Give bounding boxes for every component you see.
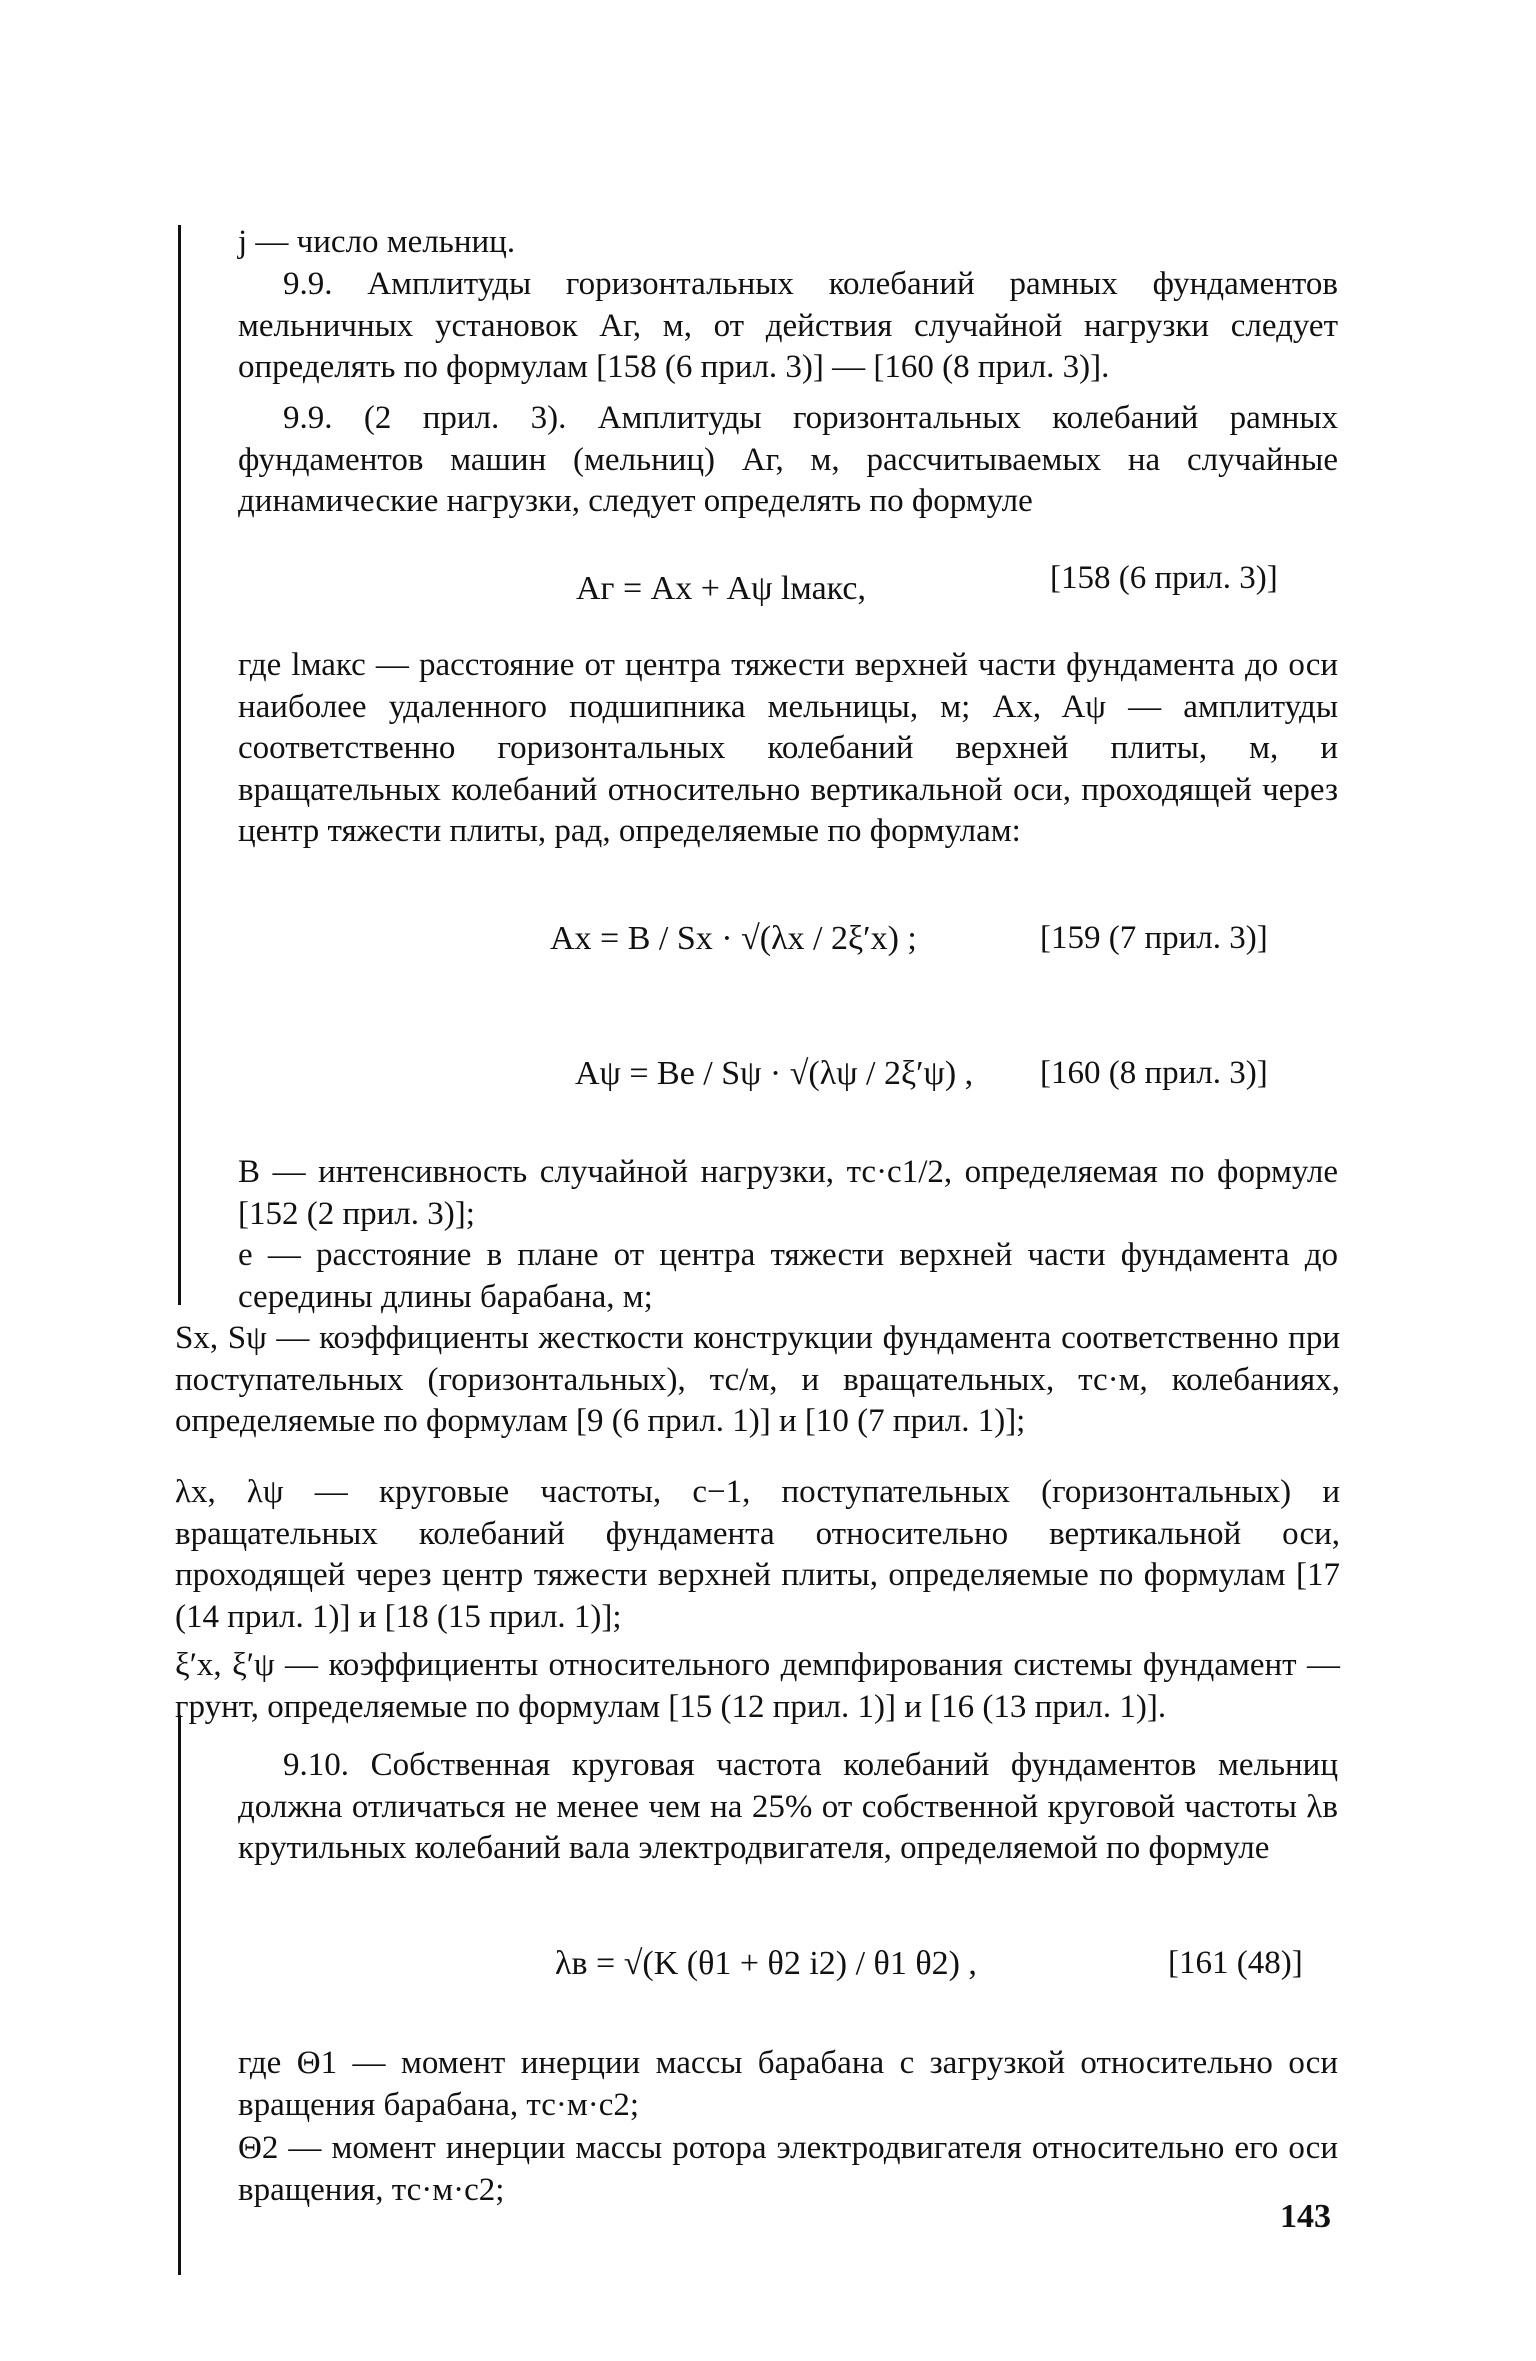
page-number: 143 [1280, 2198, 1331, 2235]
paragraph-circular-frequencies: λx, λψ — круговые частоты, с−1, поступательных (горизонтальных) и вращательных колебаний фундамента относительно вертикальной оси, проходящей через центр тяжести верхней плиты, определяемые по формулам [17 (14 прил. 1)] и [18 (15 прил. 1)]; [175, 1474, 1340, 1635]
paragraph-9-9: 9.9. Амплитуды горизонтальных колебаний рамных фундаментов мельничных установок Aг, м, от действия случайной нагрузки следует определять по формулам [158 (6 прил. 3)] — [160 (8 прил. 3)]. [238, 266, 1338, 385]
paragraph-9-10: 9.10. Собственная круговая частота колебаний фундаментов мельниц должна отличаться не менее чем на 25% от собственной круговой частоты λв крутильных колебаний вала электродвигателя, определяемой по формуле [238, 1747, 1338, 1866]
paragraph-mill-count: j — число мельниц. [238, 224, 516, 260]
paragraph-e-distance: e — расстояние в плане от центра тяжести верхней части фундамента до середины длины барабана, м; [238, 1237, 1338, 1315]
change-bar [178, 225, 181, 1305]
formula-159: Ax = B / Sx · √(λx / 2ξ′x) ; [550, 920, 917, 957]
formula-158: Aг = Ax + Aψ lмакс, [576, 570, 866, 607]
paragraph-theta1: где Θ1 — момент инерции массы барабана с загрузкой относительно оси вращения барабана, тс·м·с2; [238, 2045, 1338, 2123]
paragraph-9-9-annex: 9.9. (2 прил. 3). Амплитуды горизонтальных колебаний рамных фундаментов машин (мельниц) Aг, м, рассчитываемых на случайные динамические нагрузки, следует определять по формуле [238, 400, 1338, 519]
formula-161-ref: [161 (48)] [1168, 1945, 1303, 1981]
paragraph-where-lmax: где lмакс — расстояние от центра тяжести верхней части фундамента до оси наиболее удаленного подшипника мельницы, м; Ax, Aψ — амплитуды соответственно горизонтальных колебаний верхней плиты, м, и вращательных колебаний относительно вертикальной оси, проходящей через центр тяжести плиты, рад, определяемые по формулам: [238, 647, 1338, 849]
formula-158-ref: [158 (6 прил. 3)] [1050, 560, 1278, 596]
paragraph-theta2: Θ2 — момент инерции массы ротора электродвигателя относительно его оси вращения, тс·м·с2; [238, 2130, 1338, 2208]
change-bar [178, 1715, 181, 2275]
formula-160: Aψ = Be / Sψ · √(λψ / 2ξ′ψ) , [575, 1055, 974, 1092]
formula-159-ref: [159 (7 прил. 3)] [1040, 920, 1268, 956]
formula-161: λв = √(K (θ1 + θ2 i2) / θ1 θ2) , [555, 1945, 977, 1982]
paragraph-damping: ξ′x, ξ′ψ — коэффициенты относительного демпфирования системы фундамент — грунт, определяемые по формулам [15 (12 прил. 1)] и [16 (13 прил. 1)]. [175, 1647, 1340, 1725]
paragraph-stiffness: Sx, Sψ — коэффициенты жесткости конструкции фундамента соответственно при поступательных (горизонтальных), тс/м, и вращательных, тс·м, колебаниях, определяемые по формулам [9 (6 прил. 1)] и [10 (7 прил. 1)]; [175, 1320, 1340, 1439]
formula-160-ref: [160 (8 прил. 3)] [1040, 1055, 1268, 1091]
paragraph-b-intensity: B — интенсивность случайной нагрузки, тс·c1/2, определяемая по формуле [152 (2 прил. 3)]; [238, 1154, 1338, 1232]
